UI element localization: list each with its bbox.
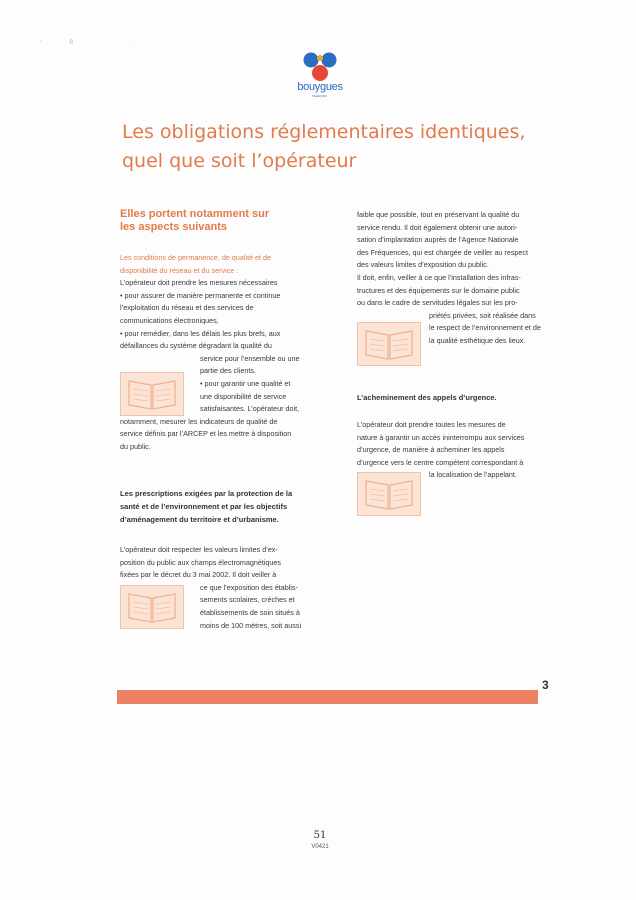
paragraph-line: L’opérateur doit respecter les valeurs limites d’ex- <box>120 545 278 554</box>
scan-corner-marks: ‘B · <box>40 40 161 46</box>
paragraph-line: tructures et des équipements sur le domaine public <box>357 285 520 295</box>
bullet-line: partie des clients. <box>200 366 256 376</box>
bullet-line: communications électroniques, <box>120 315 219 325</box>
logo-symbol-icon <box>290 50 350 82</box>
bullet-line: • pour assurer de manière permanente et continue <box>120 290 281 300</box>
bullet-line: • pour garantir une qualité et <box>200 378 291 388</box>
bullet-line: service pour l’ensemble ou une <box>200 353 300 363</box>
section-heading-line-1: Elles portent notamment sur <box>120 208 270 220</box>
bullet-line: satisfaisantes. L’opérateur doit, <box>200 404 300 414</box>
paragraph-line: L’opérateur doit prendre toutes les mesures de <box>357 420 506 429</box>
bullet-line: notamment, mesurer les indicateurs de qualité de <box>120 416 278 426</box>
bouygues-logo <box>290 50 350 100</box>
emergency-heading: L’acheminement des appels d’urgence. <box>357 393 497 402</box>
paragraph-line: la qualité esthétique des lieux. <box>429 335 526 345</box>
book-icon <box>357 322 421 366</box>
paragraph-line: d’urgence vers le centre compétent correspondant à <box>357 457 524 467</box>
paragraph-line: moins de 100 mètres, soit aussi <box>200 620 302 630</box>
paragraph-line: fixées par le décret du 3 mai 2002. Il doit veiller à <box>120 570 277 580</box>
intro-line: disponibilité du réseau et du service : <box>120 265 239 275</box>
paragraph-line: d’urgence, de manière à acheminer les appels <box>357 445 505 455</box>
bullet-line: défaillances du système dégradant la qualité du <box>120 341 272 351</box>
paragraph-line: sation d’implantation auprès de l’Agence Nationale <box>357 235 519 245</box>
paragraph-line: la localisation de l’appelant. <box>429 470 517 480</box>
paragraph-line: des Fréquences, qui est chargée de veiller au respect <box>357 247 529 257</box>
book-icon <box>120 372 184 416</box>
footer-bar <box>117 690 538 704</box>
paragraph-line: des valeurs limites d’exposition du public. <box>357 260 489 270</box>
paragraph-line: Il doit, enfin, veiller à ce que l’installation des infras- <box>357 272 521 282</box>
paragraph-line: position du public aux champs électromagnétiques <box>120 557 282 567</box>
paragraph-line: sements scolaires, crèches et <box>200 595 295 605</box>
paragraph-line: L’opérateur doit prendre les mesures nécessaires <box>120 278 278 288</box>
bullet-line: l’exploitation du réseau et des services de <box>120 303 254 313</box>
left-column <box>120 252 340 454</box>
paragraph-line: service rendu. Il doit également obtenir une autori- <box>357 222 518 232</box>
bullet-line: • pour remédier, dans les délais les plus brefs, aux <box>120 328 281 338</box>
heading-line: santé et de l’environnement et par les objectifs <box>120 502 288 511</box>
book-icon <box>120 585 184 629</box>
page-title <box>122 118 562 176</box>
paragraph-line: nature à garantir un accès ininterrompu aux services <box>357 432 525 442</box>
intro-line: Les conditions de permanence, de qualité et de <box>120 253 272 262</box>
paragraph-line: ou dans le cadre de servitudes légales sur les pro- <box>357 298 518 308</box>
book-icon <box>357 472 421 516</box>
paragraph-line: priétés privées, soit réalisée dans <box>429 310 536 320</box>
health-environment-heading <box>120 487 340 526</box>
logo-subtext: TELECOM <box>312 94 327 98</box>
heading-line: Les prescriptions exigées par la protection de la <box>120 489 293 498</box>
section-heading-line-2: les aspects suivants <box>120 221 228 233</box>
bullet-line: service définis par l’ARCEP et les mettre à disposition <box>120 429 292 439</box>
logo-wordmark: bouygues <box>297 81 343 93</box>
paragraph-line: le respect de l’environnement et de <box>429 323 541 333</box>
page-number: 51 <box>313 830 327 841</box>
section-heading <box>120 208 340 234</box>
heading-line: d’aménagement du territoire et d’urbanisme. <box>120 515 279 524</box>
document-code: V0421 <box>311 844 329 850</box>
paragraph-line: ce que l’exposition des établis- <box>200 582 298 592</box>
paragraph-line: faible que possible, tout en préservant la qualité du <box>357 210 520 219</box>
section-page-number: 3 <box>542 678 549 692</box>
paragraph-line: établissements de soin situés à <box>200 607 300 617</box>
bullet-line: une disponibilité de service <box>200 391 287 401</box>
bullet-line: du public. <box>120 441 151 451</box>
title-line-1: Les obligations réglementaires identiques, <box>122 121 526 143</box>
title-line-2: quel que soit l’opérateur <box>122 150 357 172</box>
